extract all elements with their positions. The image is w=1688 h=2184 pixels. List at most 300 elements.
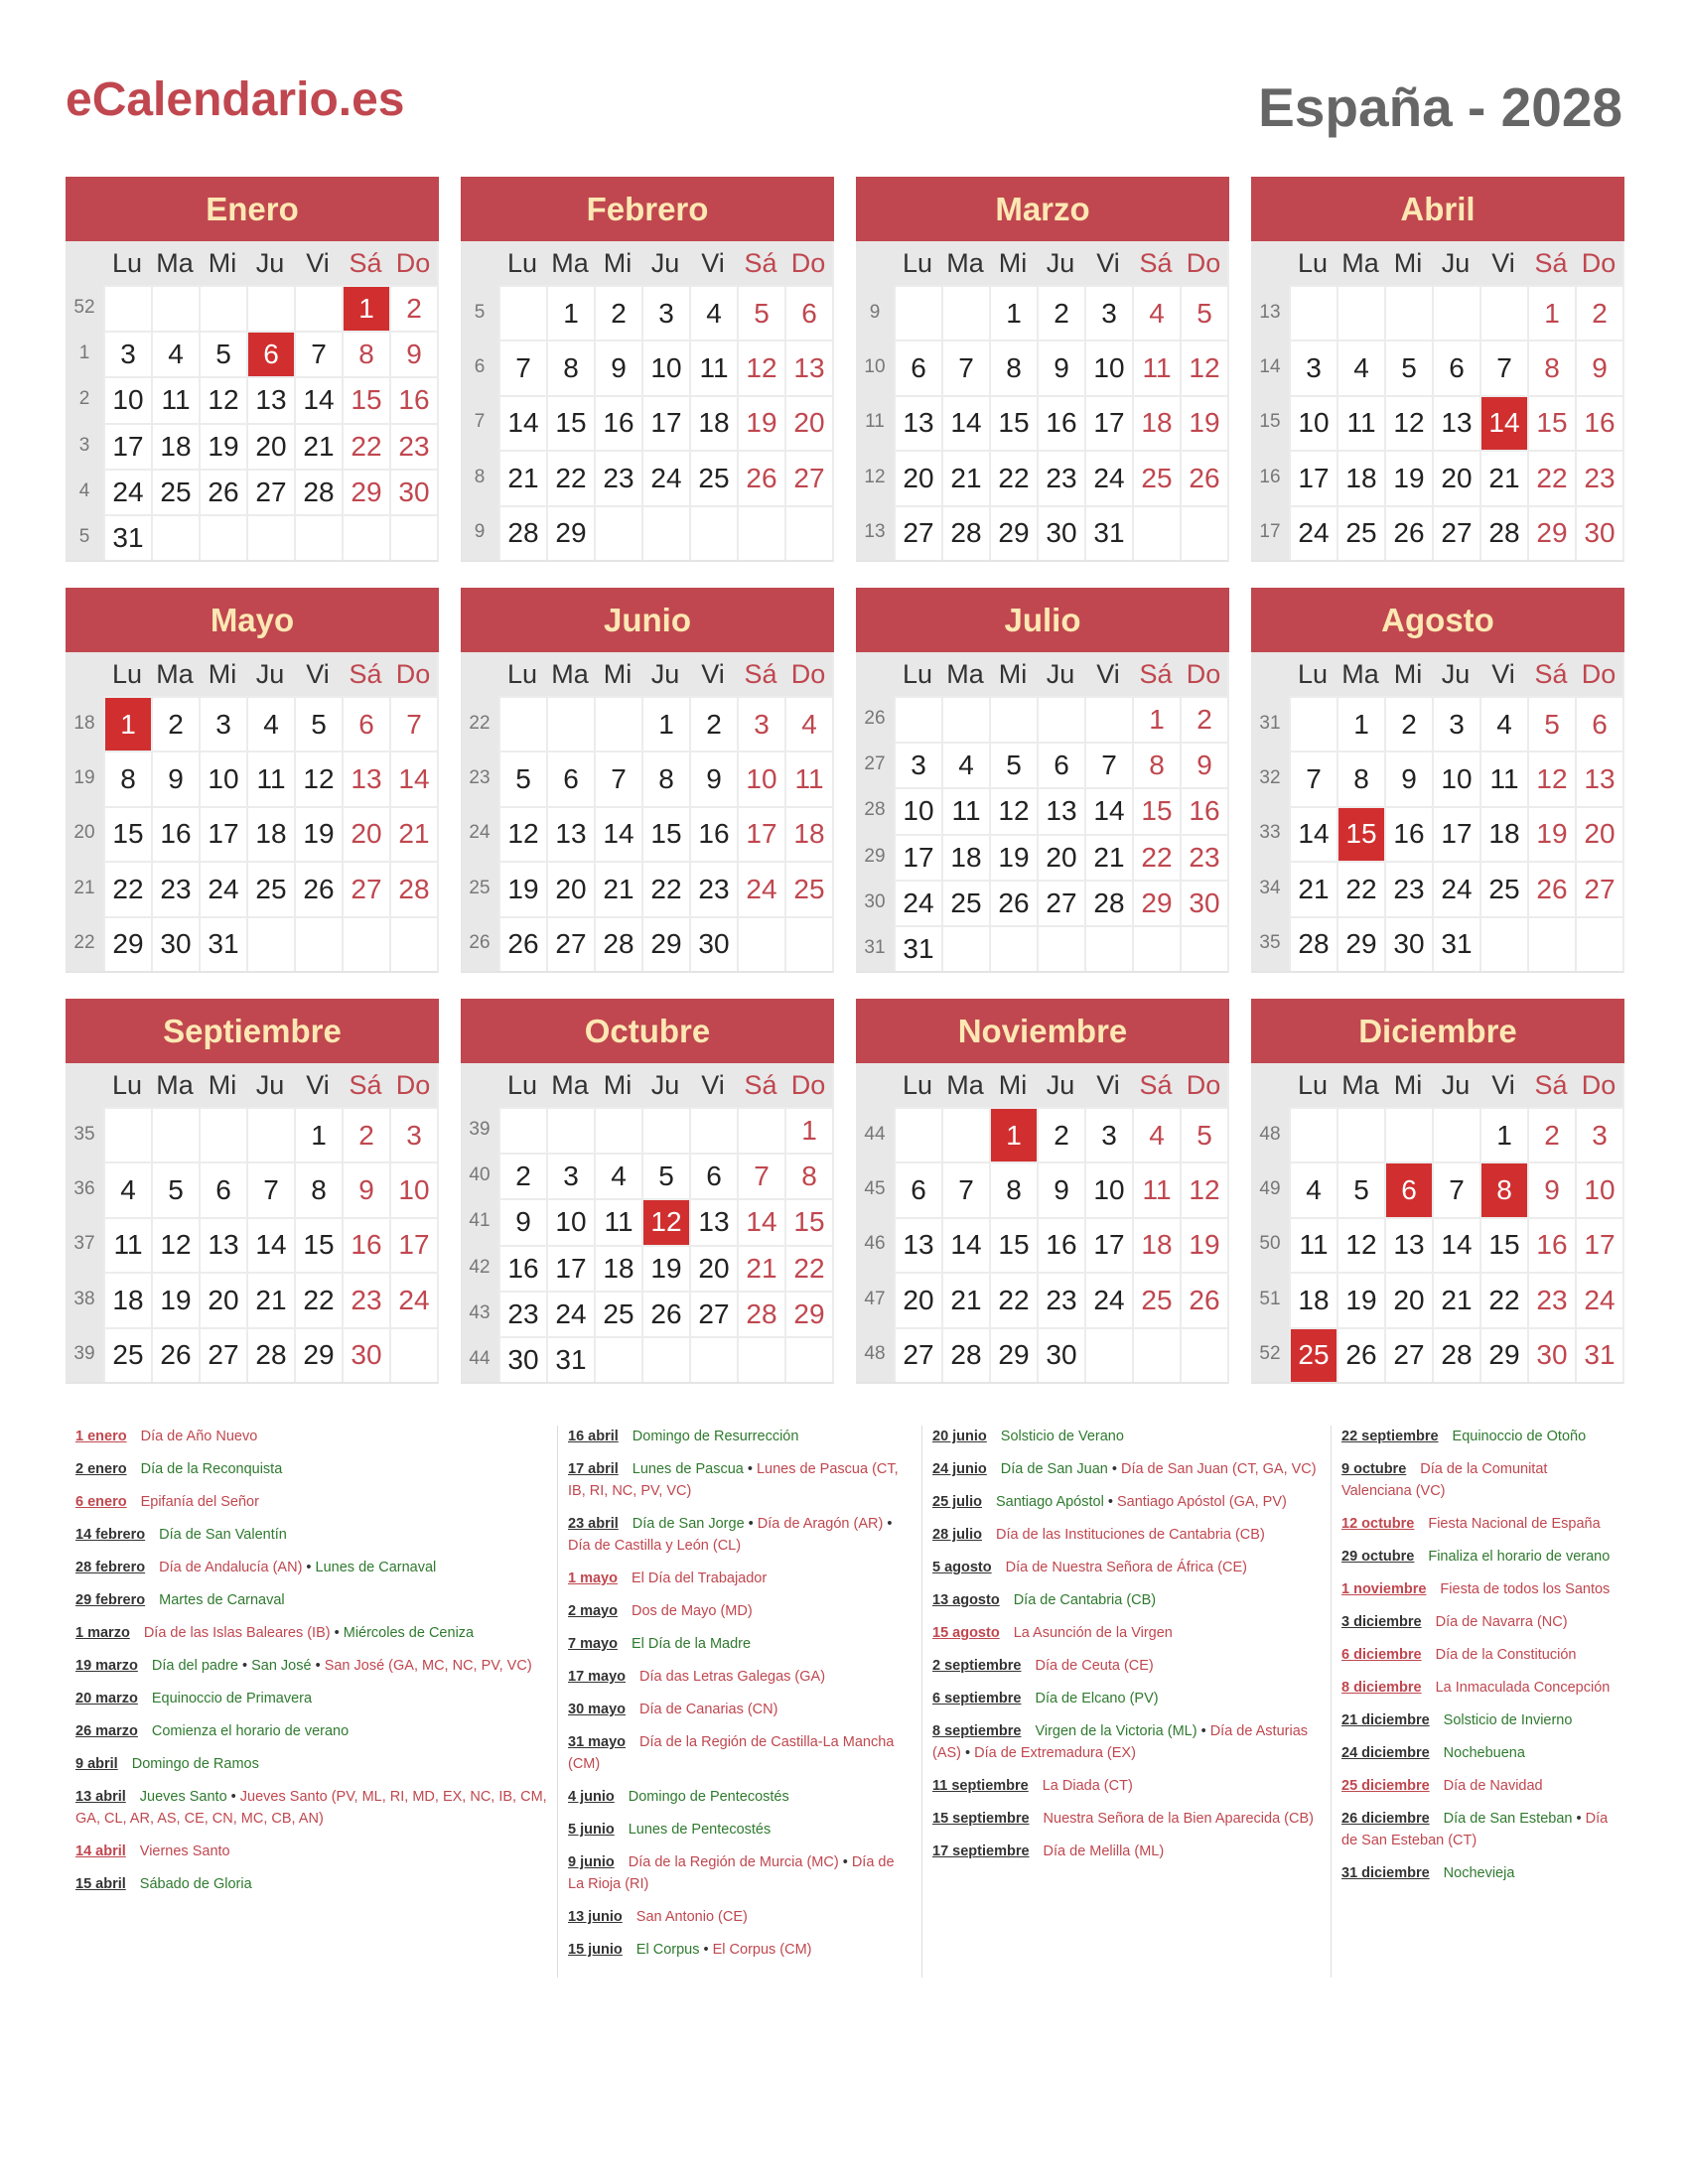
day-cell[interactable]: 24 xyxy=(103,469,151,514)
day-cell[interactable]: 27 xyxy=(894,505,941,560)
day-cell[interactable]: 14 xyxy=(941,395,989,450)
day-cell[interactable]: 22 xyxy=(1132,834,1180,880)
holiday-date[interactable]: 9 octubre xyxy=(1341,1461,1407,1477)
day-cell[interactable]: 10 xyxy=(1575,1161,1622,1216)
day-cell[interactable]: 21 xyxy=(1432,1272,1479,1326)
day-cell[interactable]: 11 xyxy=(1479,751,1527,805)
day-cell[interactable]: 13 xyxy=(1575,751,1622,805)
day-cell[interactable]: 6 xyxy=(1432,340,1479,394)
day-cell[interactable]: 17 xyxy=(546,1245,594,1291)
day-cell[interactable]: 3 xyxy=(103,331,151,376)
day-cell[interactable]: 12 xyxy=(1180,1161,1227,1216)
day-cell[interactable]: 13 xyxy=(199,1217,246,1272)
day-cell[interactable]: 26 xyxy=(1180,1272,1227,1326)
day-cell[interactable]: 23 xyxy=(594,450,641,504)
day-cell[interactable]: 12 xyxy=(1180,340,1227,394)
holiday-date[interactable]: 15 septiembre xyxy=(932,1811,1030,1827)
day-cell[interactable]: 26 xyxy=(737,450,784,504)
day-cell[interactable]: 18 xyxy=(689,395,737,450)
day-cell[interactable]: 17 xyxy=(199,806,246,861)
day-cell[interactable]: 11 xyxy=(784,751,832,805)
day-cell[interactable]: 21 xyxy=(246,1272,294,1326)
day-cell[interactable]: 28 xyxy=(941,1327,989,1382)
day-cell[interactable]: 25 xyxy=(1132,450,1180,504)
day-cell[interactable]: 29 xyxy=(1479,1327,1527,1382)
day-cell[interactable]: 5 xyxy=(1180,1107,1227,1161)
day-cell[interactable]: 9 xyxy=(1575,340,1622,394)
day-cell[interactable]: 9 xyxy=(389,331,437,376)
day-cell[interactable]: 1 xyxy=(1336,696,1384,751)
day-cell[interactable]: 26 xyxy=(1527,861,1575,915)
day-cell[interactable]: 25 xyxy=(941,880,989,925)
day-cell[interactable]: 13 xyxy=(894,395,941,450)
day-cell[interactable]: 19 xyxy=(1336,1272,1384,1326)
day-cell[interactable]: 30 xyxy=(1575,505,1622,560)
day-cell[interactable]: 14 xyxy=(1289,806,1336,861)
day-cell[interactable]: 30 xyxy=(1037,1327,1084,1382)
day-cell[interactable]: 29 xyxy=(989,1327,1037,1382)
day-cell[interactable]: 22 xyxy=(1479,1272,1527,1326)
day-cell[interactable]: 16 xyxy=(1037,395,1084,450)
day-cell[interactable]: 8 xyxy=(1479,1161,1527,1216)
day-cell[interactable]: 15 xyxy=(294,1217,342,1272)
day-cell[interactable]: 7 xyxy=(294,331,342,376)
holiday-date[interactable]: 20 marzo xyxy=(75,1691,138,1706)
day-cell[interactable]: 15 xyxy=(1527,395,1575,450)
day-cell[interactable]: 19 xyxy=(199,423,246,469)
day-cell[interactable]: 8 xyxy=(1132,742,1180,787)
day-cell[interactable]: 20 xyxy=(894,1272,941,1326)
day-cell[interactable]: 7 xyxy=(1479,340,1527,394)
day-cell[interactable]: 24 xyxy=(1084,1272,1132,1326)
day-cell[interactable]: 29 xyxy=(103,916,151,971)
day-cell[interactable]: 11 xyxy=(151,376,199,422)
day-cell[interactable]: 27 xyxy=(1575,861,1622,915)
day-cell[interactable]: 10 xyxy=(1084,1161,1132,1216)
holiday-date[interactable]: 3 diciembre xyxy=(1341,1614,1422,1630)
day-cell[interactable]: 19 xyxy=(498,861,546,915)
day-cell[interactable]: 31 xyxy=(199,916,246,971)
holiday-date[interactable]: 6 diciembre xyxy=(1341,1647,1422,1663)
day-cell[interactable]: 7 xyxy=(498,340,546,394)
day-cell[interactable]: 9 xyxy=(1527,1161,1575,1216)
holiday-date[interactable]: 30 mayo xyxy=(568,1702,627,1717)
day-cell[interactable]: 10 xyxy=(389,1161,437,1216)
day-cell[interactable]: 18 xyxy=(784,806,832,861)
day-cell[interactable]: 21 xyxy=(1084,834,1132,880)
day-cell[interactable]: 25 xyxy=(1289,1327,1336,1382)
holiday-date[interactable]: 15 agosto xyxy=(932,1625,1000,1641)
day-cell[interactable]: 22 xyxy=(641,861,689,915)
day-cell[interactable]: 13 xyxy=(689,1198,737,1244)
day-cell[interactable]: 5 xyxy=(1384,340,1432,394)
day-cell[interactable]: 25 xyxy=(1132,1272,1180,1326)
day-cell[interactable]: 8 xyxy=(546,340,594,394)
day-cell[interactable]: 3 xyxy=(641,285,689,340)
day-cell[interactable]: 23 xyxy=(1037,1272,1084,1326)
day-cell[interactable]: 28 xyxy=(1479,505,1527,560)
day-cell[interactable]: 16 xyxy=(1180,787,1227,833)
holiday-date[interactable]: 2 septiembre xyxy=(932,1658,1022,1674)
day-cell[interactable]: 16 xyxy=(1575,395,1622,450)
holiday-date[interactable]: 6 enero xyxy=(75,1494,127,1510)
day-cell[interactable]: 1 xyxy=(641,696,689,751)
day-cell[interactable]: 15 xyxy=(1132,787,1180,833)
day-cell[interactable]: 20 xyxy=(342,806,389,861)
day-cell[interactable]: 20 xyxy=(1037,834,1084,880)
day-cell[interactable]: 6 xyxy=(199,1161,246,1216)
day-cell[interactable]: 11 xyxy=(941,787,989,833)
holiday-date[interactable]: 5 agosto xyxy=(932,1560,992,1575)
day-cell[interactable]: 15 xyxy=(546,395,594,450)
day-cell[interactable]: 14 xyxy=(737,1198,784,1244)
day-cell[interactable]: 22 xyxy=(294,1272,342,1326)
day-cell[interactable]: 17 xyxy=(894,834,941,880)
day-cell[interactable]: 15 xyxy=(342,376,389,422)
day-cell[interactable]: 15 xyxy=(784,1198,832,1244)
day-cell[interactable]: 14 xyxy=(941,1217,989,1272)
day-cell[interactable]: 7 xyxy=(941,1161,989,1216)
day-cell[interactable]: 19 xyxy=(1384,450,1432,504)
day-cell[interactable]: 2 xyxy=(498,1153,546,1198)
day-cell[interactable]: 17 xyxy=(737,806,784,861)
day-cell[interactable]: 14 xyxy=(246,1217,294,1272)
day-cell[interactable]: 4 xyxy=(689,285,737,340)
day-cell[interactable]: 26 xyxy=(1336,1327,1384,1382)
day-cell[interactable]: 29 xyxy=(1132,880,1180,925)
day-cell[interactable]: 9 xyxy=(151,751,199,805)
holiday-date[interactable]: 2 mayo xyxy=(568,1603,618,1619)
day-cell[interactable]: 13 xyxy=(1384,1217,1432,1272)
holiday-date[interactable]: 22 septiembre xyxy=(1341,1429,1439,1444)
day-cell[interactable]: 1 xyxy=(1479,1107,1527,1161)
holiday-date[interactable]: 1 noviembre xyxy=(1341,1581,1427,1597)
day-cell[interactable]: 8 xyxy=(103,751,151,805)
day-cell[interactable]: 1 xyxy=(989,285,1037,340)
day-cell[interactable]: 16 xyxy=(389,376,437,422)
holiday-date[interactable]: 31 diciembre xyxy=(1341,1865,1430,1881)
holiday-date[interactable]: 11 septiembre xyxy=(932,1778,1029,1794)
day-cell[interactable]: 12 xyxy=(1384,395,1432,450)
day-cell[interactable]: 27 xyxy=(246,469,294,514)
day-cell[interactable]: 5 xyxy=(1527,696,1575,751)
holiday-date[interactable]: 17 septiembre xyxy=(932,1843,1030,1859)
day-cell[interactable]: 25 xyxy=(594,1291,641,1336)
day-cell[interactable]: 31 xyxy=(894,925,941,971)
day-cell[interactable]: 11 xyxy=(1132,1161,1180,1216)
day-cell[interactable]: 1 xyxy=(1132,696,1180,742)
day-cell[interactable]: 10 xyxy=(894,787,941,833)
holiday-date[interactable]: 1 enero xyxy=(75,1429,127,1444)
day-cell[interactable]: 24 xyxy=(737,861,784,915)
day-cell[interactable]: 20 xyxy=(1575,806,1622,861)
day-cell[interactable]: 13 xyxy=(894,1217,941,1272)
day-cell[interactable]: 8 xyxy=(784,1153,832,1198)
day-cell[interactable]: 11 xyxy=(689,340,737,394)
day-cell[interactable]: 3 xyxy=(1575,1107,1622,1161)
day-cell[interactable]: 19 xyxy=(151,1272,199,1326)
holiday-date[interactable]: 15 abril xyxy=(75,1876,126,1892)
day-cell[interactable]: 4 xyxy=(941,742,989,787)
day-cell[interactable]: 4 xyxy=(1132,1107,1180,1161)
day-cell[interactable]: 6 xyxy=(894,1161,941,1216)
day-cell[interactable]: 30 xyxy=(1180,880,1227,925)
day-cell[interactable]: 9 xyxy=(1037,1161,1084,1216)
day-cell[interactable]: 26 xyxy=(989,880,1037,925)
day-cell[interactable]: 20 xyxy=(1432,450,1479,504)
day-cell[interactable]: 28 xyxy=(294,469,342,514)
holiday-date[interactable]: 4 junio xyxy=(568,1789,615,1805)
day-cell[interactable]: 26 xyxy=(641,1291,689,1336)
day-cell[interactable]: 21 xyxy=(498,450,546,504)
day-cell[interactable]: 17 xyxy=(389,1217,437,1272)
day-cell[interactable]: 20 xyxy=(894,450,941,504)
day-cell[interactable]: 27 xyxy=(689,1291,737,1336)
day-cell[interactable]: 11 xyxy=(1336,395,1384,450)
day-cell[interactable]: 1 xyxy=(103,696,151,751)
day-cell[interactable]: 17 xyxy=(641,395,689,450)
day-cell[interactable]: 26 xyxy=(1180,450,1227,504)
day-cell[interactable]: 5 xyxy=(1336,1161,1384,1216)
day-cell[interactable]: 28 xyxy=(737,1291,784,1336)
day-cell[interactable]: 6 xyxy=(1037,742,1084,787)
day-cell[interactable]: 25 xyxy=(1479,861,1527,915)
holiday-date[interactable]: 17 abril xyxy=(568,1461,619,1477)
day-cell[interactable]: 18 xyxy=(1479,806,1527,861)
day-cell[interactable]: 15 xyxy=(103,806,151,861)
day-cell[interactable]: 11 xyxy=(594,1198,641,1244)
holiday-date[interactable]: 12 octubre xyxy=(1341,1516,1415,1532)
day-cell[interactable]: 24 xyxy=(1575,1272,1622,1326)
day-cell[interactable]: 14 xyxy=(498,395,546,450)
day-cell[interactable]: 27 xyxy=(1432,505,1479,560)
holiday-date[interactable]: 9 abril xyxy=(75,1756,118,1772)
holiday-date[interactable]: 1 mayo xyxy=(568,1570,618,1586)
day-cell[interactable]: 22 xyxy=(103,861,151,915)
day-cell[interactable]: 26 xyxy=(151,1327,199,1382)
holiday-date[interactable]: 13 agosto xyxy=(932,1592,1000,1608)
day-cell[interactable]: 3 xyxy=(1432,696,1479,751)
holiday-date[interactable]: 6 septiembre xyxy=(932,1691,1022,1706)
day-cell[interactable]: 13 xyxy=(784,340,832,394)
day-cell[interactable]: 8 xyxy=(641,751,689,805)
day-cell[interactable]: 13 xyxy=(1037,787,1084,833)
holiday-date[interactable]: 14 abril xyxy=(75,1843,126,1859)
day-cell[interactable]: 24 xyxy=(641,450,689,504)
holiday-date[interactable]: 13 abril xyxy=(75,1789,126,1805)
holiday-date[interactable]: 28 febrero xyxy=(75,1560,146,1575)
holiday-date[interactable]: 8 diciembre xyxy=(1341,1680,1422,1696)
day-cell[interactable]: 28 xyxy=(246,1327,294,1382)
day-cell[interactable]: 28 xyxy=(1432,1327,1479,1382)
day-cell[interactable]: 25 xyxy=(246,861,294,915)
day-cell[interactable]: 16 xyxy=(1037,1217,1084,1272)
day-cell[interactable]: 18 xyxy=(151,423,199,469)
day-cell[interactable]: 7 xyxy=(1084,742,1132,787)
day-cell[interactable]: 25 xyxy=(1336,505,1384,560)
day-cell[interactable]: 3 xyxy=(737,696,784,751)
day-cell[interactable]: 2 xyxy=(151,696,199,751)
day-cell[interactable]: 6 xyxy=(894,340,941,394)
holiday-date[interactable]: 1 marzo xyxy=(75,1625,130,1641)
day-cell[interactable]: 24 xyxy=(199,861,246,915)
day-cell[interactable]: 29 xyxy=(1336,916,1384,971)
day-cell[interactable]: 14 xyxy=(594,806,641,861)
day-cell[interactable]: 30 xyxy=(389,469,437,514)
day-cell[interactable]: 6 xyxy=(546,751,594,805)
day-cell[interactable]: 3 xyxy=(389,1107,437,1161)
holiday-date[interactable]: 31 mayo xyxy=(568,1734,627,1750)
day-cell[interactable]: 11 xyxy=(1289,1217,1336,1272)
day-cell[interactable]: 3 xyxy=(1084,285,1132,340)
holiday-date[interactable]: 25 julio xyxy=(932,1494,982,1510)
day-cell[interactable]: 7 xyxy=(389,696,437,751)
day-cell[interactable]: 26 xyxy=(294,861,342,915)
holiday-date[interactable]: 2 enero xyxy=(75,1461,127,1477)
day-cell[interactable]: 16 xyxy=(1527,1217,1575,1272)
day-cell[interactable]: 1 xyxy=(294,1107,342,1161)
day-cell[interactable]: 30 xyxy=(689,916,737,971)
day-cell[interactable]: 24 xyxy=(1289,505,1336,560)
day-cell[interactable]: 21 xyxy=(737,1245,784,1291)
day-cell[interactable]: 3 xyxy=(199,696,246,751)
day-cell[interactable]: 31 xyxy=(546,1336,594,1382)
day-cell[interactable]: 11 xyxy=(246,751,294,805)
day-cell[interactable]: 16 xyxy=(689,806,737,861)
day-cell[interactable]: 12 xyxy=(641,1198,689,1244)
day-cell[interactable]: 30 xyxy=(151,916,199,971)
day-cell[interactable]: 4 xyxy=(1289,1161,1336,1216)
day-cell[interactable]: 6 xyxy=(1384,1161,1432,1216)
day-cell[interactable]: 21 xyxy=(1289,861,1336,915)
day-cell[interactable]: 3 xyxy=(546,1153,594,1198)
day-cell[interactable]: 18 xyxy=(103,1272,151,1326)
day-cell[interactable]: 24 xyxy=(546,1291,594,1336)
day-cell[interactable]: 8 xyxy=(294,1161,342,1216)
day-cell[interactable]: 6 xyxy=(784,285,832,340)
day-cell[interactable]: 14 xyxy=(294,376,342,422)
day-cell[interactable]: 15 xyxy=(989,395,1037,450)
day-cell[interactable]: 31 xyxy=(1432,916,1479,971)
day-cell[interactable]: 24 xyxy=(389,1272,437,1326)
day-cell[interactable]: 18 xyxy=(1289,1272,1336,1326)
day-cell[interactable]: 10 xyxy=(103,376,151,422)
holiday-date[interactable]: 17 mayo xyxy=(568,1669,627,1685)
day-cell[interactable]: 12 xyxy=(1336,1217,1384,1272)
day-cell[interactable]: 17 xyxy=(1575,1217,1622,1272)
day-cell[interactable]: 30 xyxy=(1384,916,1432,971)
day-cell[interactable]: 28 xyxy=(941,505,989,560)
day-cell[interactable]: 29 xyxy=(989,505,1037,560)
day-cell[interactable]: 5 xyxy=(151,1161,199,1216)
day-cell[interactable]: 28 xyxy=(389,861,437,915)
day-cell[interactable]: 5 xyxy=(737,285,784,340)
holiday-date[interactable]: 19 marzo xyxy=(75,1658,138,1674)
day-cell[interactable]: 18 xyxy=(594,1245,641,1291)
holiday-date[interactable]: 7 mayo xyxy=(568,1636,618,1652)
day-cell[interactable]: 5 xyxy=(989,742,1037,787)
day-cell[interactable]: 14 xyxy=(1084,787,1132,833)
day-cell[interactable]: 28 xyxy=(1289,916,1336,971)
day-cell[interactable]: 23 xyxy=(498,1291,546,1336)
day-cell[interactable]: 20 xyxy=(246,423,294,469)
day-cell[interactable]: 21 xyxy=(941,450,989,504)
day-cell[interactable]: 29 xyxy=(294,1327,342,1382)
day-cell[interactable]: 16 xyxy=(498,1245,546,1291)
holiday-date[interactable]: 23 abril xyxy=(568,1516,619,1532)
day-cell[interactable]: 28 xyxy=(594,916,641,971)
day-cell[interactable]: 10 xyxy=(1432,751,1479,805)
day-cell[interactable]: 5 xyxy=(498,751,546,805)
day-cell[interactable]: 2 xyxy=(1180,696,1227,742)
day-cell[interactable]: 21 xyxy=(1479,450,1527,504)
day-cell[interactable]: 8 xyxy=(1336,751,1384,805)
day-cell[interactable]: 22 xyxy=(989,450,1037,504)
day-cell[interactable]: 11 xyxy=(103,1217,151,1272)
day-cell[interactable]: 27 xyxy=(784,450,832,504)
day-cell[interactable]: 6 xyxy=(342,696,389,751)
day-cell[interactable]: 12 xyxy=(294,751,342,805)
day-cell[interactable]: 20 xyxy=(1384,1272,1432,1326)
day-cell[interactable]: 23 xyxy=(1384,861,1432,915)
day-cell[interactable]: 15 xyxy=(1479,1217,1527,1272)
day-cell[interactable]: 16 xyxy=(151,806,199,861)
day-cell[interactable]: 1 xyxy=(784,1107,832,1153)
day-cell[interactable]: 25 xyxy=(784,861,832,915)
day-cell[interactable]: 16 xyxy=(594,395,641,450)
day-cell[interactable]: 5 xyxy=(641,1153,689,1198)
day-cell[interactable]: 2 xyxy=(1384,696,1432,751)
day-cell[interactable]: 15 xyxy=(989,1217,1037,1272)
day-cell[interactable]: 23 xyxy=(1575,450,1622,504)
day-cell[interactable]: 24 xyxy=(894,880,941,925)
day-cell[interactable]: 10 xyxy=(199,751,246,805)
day-cell[interactable]: 15 xyxy=(1336,806,1384,861)
day-cell[interactable]: 12 xyxy=(199,376,246,422)
day-cell[interactable]: 13 xyxy=(1432,395,1479,450)
day-cell[interactable]: 23 xyxy=(389,423,437,469)
day-cell[interactable]: 12 xyxy=(1527,751,1575,805)
day-cell[interactable]: 17 xyxy=(103,423,151,469)
day-cell[interactable]: 9 xyxy=(1384,751,1432,805)
day-cell[interactable]: 27 xyxy=(1384,1327,1432,1382)
day-cell[interactable]: 24 xyxy=(1084,450,1132,504)
day-cell[interactable]: 4 xyxy=(151,331,199,376)
day-cell[interactable]: 1 xyxy=(989,1107,1037,1161)
day-cell[interactable]: 22 xyxy=(989,1272,1037,1326)
holiday-date[interactable]: 25 diciembre xyxy=(1341,1778,1430,1794)
day-cell[interactable]: 19 xyxy=(1180,395,1227,450)
day-cell[interactable]: 1 xyxy=(1527,285,1575,340)
day-cell[interactable]: 7 xyxy=(594,751,641,805)
day-cell[interactable]: 20 xyxy=(689,1245,737,1291)
day-cell[interactable]: 12 xyxy=(737,340,784,394)
day-cell[interactable]: 27 xyxy=(199,1327,246,1382)
day-cell[interactable]: 18 xyxy=(941,834,989,880)
day-cell[interactable]: 9 xyxy=(1037,340,1084,394)
holiday-date[interactable]: 16 abril xyxy=(568,1429,619,1444)
day-cell[interactable]: 8 xyxy=(989,1161,1037,1216)
day-cell[interactable]: 9 xyxy=(498,1198,546,1244)
day-cell[interactable]: 19 xyxy=(1180,1217,1227,1272)
day-cell[interactable]: 8 xyxy=(989,340,1037,394)
day-cell[interactable]: 27 xyxy=(342,861,389,915)
day-cell[interactable]: 14 xyxy=(1432,1217,1479,1272)
day-cell[interactable]: 26 xyxy=(199,469,246,514)
day-cell[interactable]: 2 xyxy=(594,285,641,340)
holiday-date[interactable]: 26 marzo xyxy=(75,1723,138,1739)
day-cell[interactable]: 17 xyxy=(1289,450,1336,504)
